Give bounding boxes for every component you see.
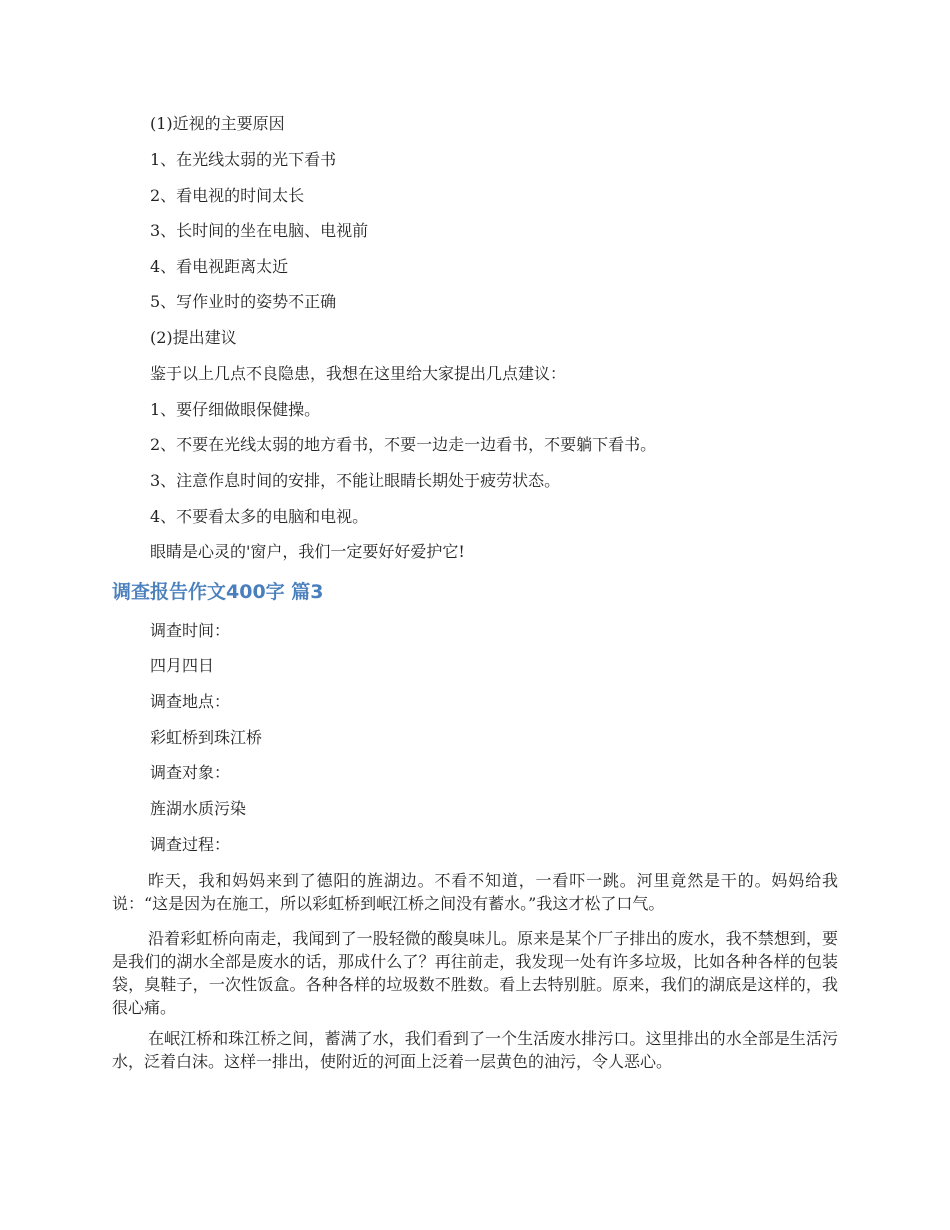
line-suggestion-1: 1、要仔细做眼保健操。 — [150, 400, 321, 419]
line-suggestion-4: 4、不要看太多的电脑和电视。 — [150, 507, 369, 526]
line-suggestions-heading: (2)提出建议 — [150, 328, 237, 347]
paragraph-3: 在岷江桥和珠江桥之间，蓄满了水，我们看到了一个生活废水排污口。这里排出的水全部是生活污水，泛着白沫。这样一排出，使附近的河面上泛着一层黄色的油污，令人恶心。 — [112, 1029, 838, 1071]
line-cause-5: 5、写作业时的姿势不正确 — [150, 292, 337, 311]
line-cause-3: 3、长时间的坐在电脑、电视前 — [150, 221, 369, 240]
line-survey-object-value: 旌湖水质污染 — [150, 799, 247, 818]
line-survey-place-label: 调查地点： — [150, 692, 231, 711]
line-survey-time-value: 四月四日 — [150, 656, 215, 675]
line-closing: 眼睛是心灵的'窗户，我们一定要好好爱护它! — [150, 542, 465, 561]
paragraph-1: 昨天，我和妈妈来到了德阳的旌湖边。不看不知道，一看吓一跳。河里竟然是干的。妈妈给我说：“这是因为在施工，所以彩虹桥到岷江桥之间没有蓄水。”我这才松了口气。 — [112, 871, 838, 913]
line-suggestion-3: 3、注意作息时间的安排，不能让眼睛长期处于疲劳状态。 — [150, 471, 561, 490]
line-cause-1: 1、在光线太弱的光下看书 — [150, 150, 337, 169]
section-heading: 调查报告作文400字 篇3 — [112, 581, 324, 603]
line-suggestions-intro: 鉴于以上几点不良隐患，我想在这里给大家提出几点建议： — [150, 364, 567, 383]
line-cause-4: 4、看电视距离太近 — [150, 257, 289, 276]
line-suggestion-2: 2、不要在光线太弱的地方看书，不要一边走一边看书，不要躺下看书。 — [150, 435, 657, 454]
line-myopia-causes-heading: (1)近视的主要原因 — [150, 114, 285, 133]
line-survey-process-label: 调查过程： — [150, 835, 231, 854]
line-cause-2: 2、看电视的时间太长 — [150, 186, 305, 205]
line-survey-object-label: 调查对象： — [150, 763, 231, 782]
line-survey-place-value: 彩虹桥到珠江桥 — [150, 728, 263, 747]
line-survey-time-label: 调查时间： — [150, 621, 231, 640]
paragraph-2: 沿着彩虹桥向南走，我闻到了一股轻微的酸臭味儿。原来是某个厂子排出的废水，我不禁想到，要是我们的湖水全部是废水的话，那成什么了？再往前走，我发现一处有许多垃圾，比如各种各样的包装袋，臭鞋子，一次性饭盒。各种各样的垃圾数不胜数。看上去特别脏。原来，我们的湖底是这样的，我很心痛。 — [112, 929, 838, 1017]
